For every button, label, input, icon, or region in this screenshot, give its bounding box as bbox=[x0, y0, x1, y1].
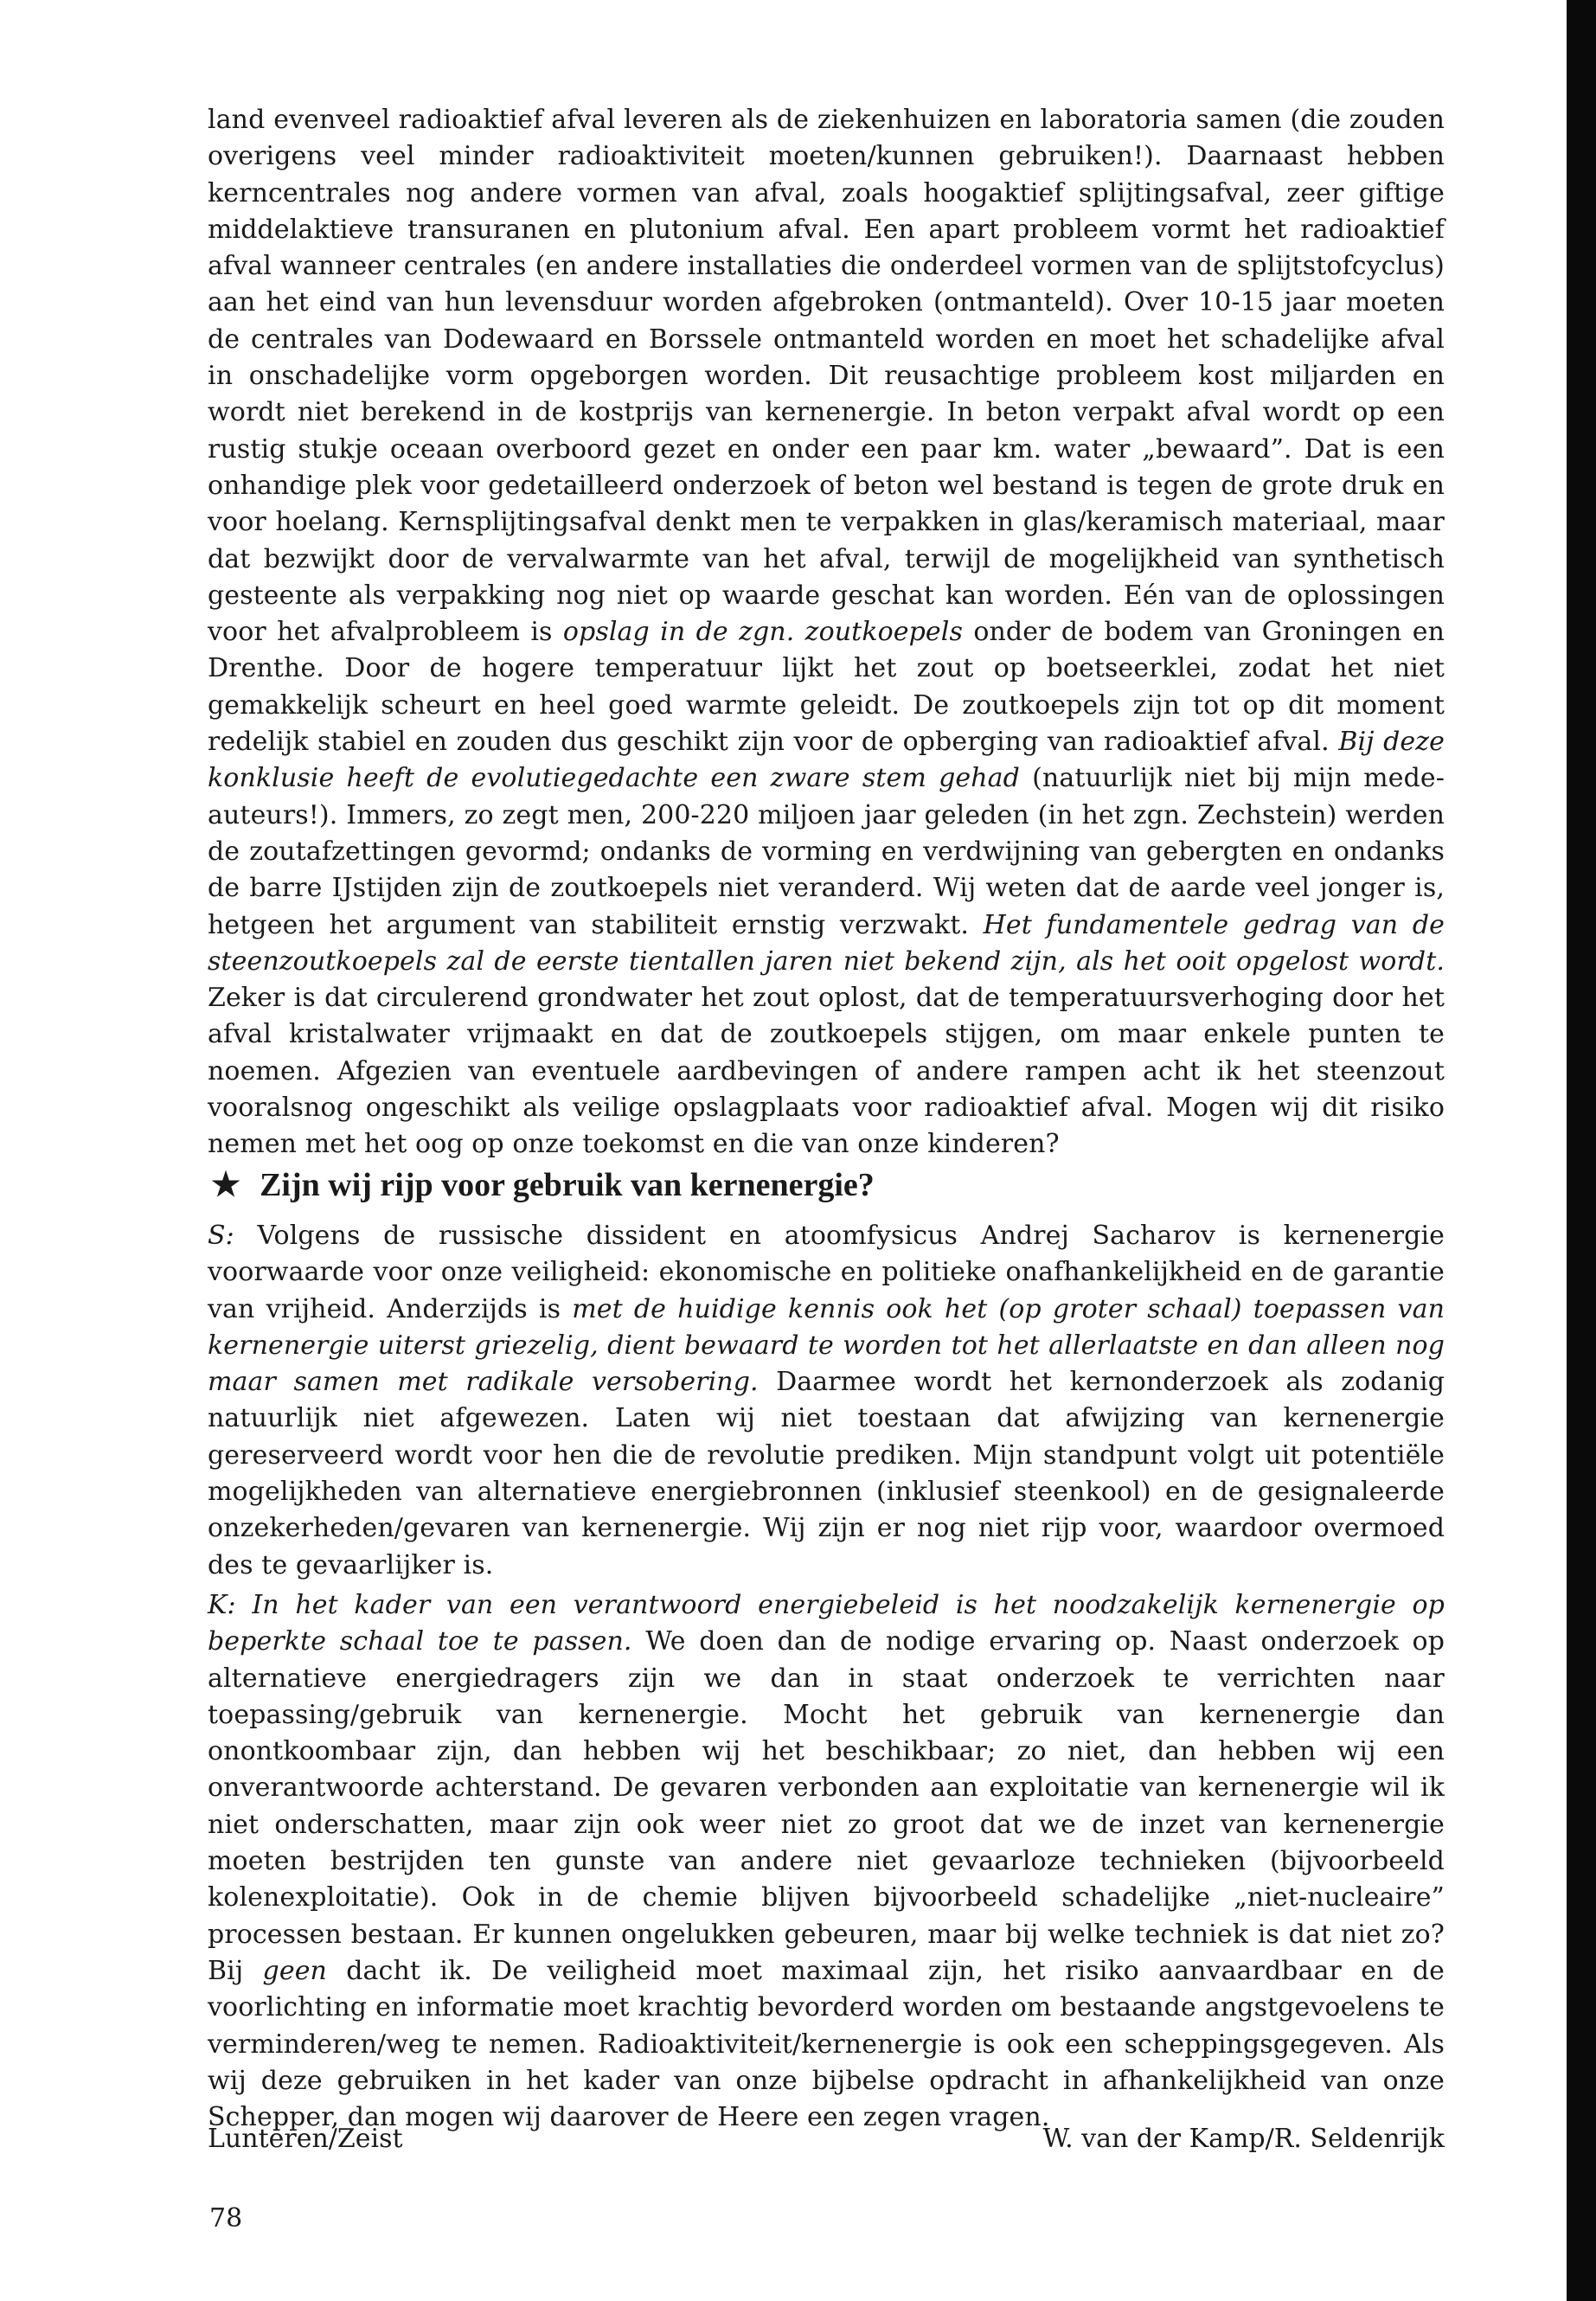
paragraph-1-text-2: onder de bodem van Groningen en Drenthe. Door de hogere temperatuur lijkt het zout op boetseerklei, zodat het niet gemakkelijk scheurt en heel goed warmte geleidt. De zoutkoepels zijn tot op dit moment redelijk stabiel en zouden dus geschikt zijn voor de opberging van radioaktief afval. bbox=[208, 617, 1445, 758]
signature-row bbox=[208, 2121, 1445, 2157]
paragraph-1-text-4: Zeker is dat circulerend grondwater het zout oplost, dat de temperatuursverhoging door het afval kristalwater vrijmaakt en dat de zoutkoepels stijgen, om maar enkele punten te noemen. Afgezien van eventuele aardbevingen of andere rampen acht ik het steenzout vooralsnog ongeschikt als veilige opslagplaats voor radioaktief afval. Mogen wij dit risiko nemen met het oog op onze toekomst en die van onze kinderen? bbox=[208, 983, 1445, 1160]
paragraph-s-text-2: Daarmee wordt het kernonderzoek als zodanig natuurlijk niet afgewezen. Laten wij niet toestaan dat afwijzing van kernenergie gereserveerd wordt voor hen die de revolutie prediken. Mijn standpunt volgt uit potentiële mogelijkheden van alternatieve energiebronnen (inklusief steenkool) en de gesignaleerde onzekerheden/gevaren van kernenergie. Wij zijn er nog niet rijp voor, waardoor overmoed des te gevaarlijker is. bbox=[208, 1367, 1445, 1580]
paragraph-radioactive-waste bbox=[208, 102, 1445, 1160]
speaker-label-s: S: bbox=[208, 1221, 234, 1251]
emphasis-current-knowledge: met de huidige kennis ook het (op groter schaal) toepassen van kernenergie uiterst griezelig, dient bewaard te worden tot het allerlaatste en dan alleen nog maar samen met radikale versobering. bbox=[208, 1293, 1445, 1398]
section-heading-text: Zijn wij rijp voor gebruik van kernenergie? bbox=[260, 1167, 875, 1203]
scan-edge-bar bbox=[1567, 0, 1596, 2301]
paragraph-k-text-2: dacht ik. De veiligheid moet maximaal zijn, het risiko aanvaardbaar en de voorlichting en informatie moet krachtig bevorderd worden om bestaande angstgevoelens te verminderen/weg te nemen. Radioaktiviteit/kernenergie is ook een scheppingsgegeven. Als wij deze gebruiken in het kader van onze bijbelse opdracht in afhankelijkheid van onze Schepper, dan mogen wij daarover de Heere een zegen vragen. bbox=[208, 1955, 1445, 2133]
emphasis-evolution: Bij deze konklusie heeft de evolutiegedachte een zware stem gehad bbox=[208, 727, 1445, 794]
place-names: Lunteren/Zeist bbox=[208, 2124, 403, 2154]
author-names: W. van der Kamp/R. Seldenrijk bbox=[1042, 2124, 1445, 2154]
paragraph-1-text-3: (natuurlijk niet bij mijn mede-auteurs!). Immers, zo zegt men, 200-220 miljoen jaar geleden (in het zgn. Zechstein) werden de zoutafzettingen gevormd; ondanks de vorming en verdwijning van gebergten en ondanks de barre IJstijden zijn de zoutkoepels niet veranderd. Wij weten dat de aarde veel jonger is, hetgeen het argument van stabiliteit ernstig verzwakt. bbox=[208, 763, 1445, 940]
emphasis-responsible-policy: In het kader van een verantwoord energiebeleid is het noodzakelijk kernenergie op beperkte schaal toe te passen. bbox=[208, 1590, 1445, 1657]
speaker-label-k: K: bbox=[208, 1590, 236, 1620]
emphasis-fundamental-behaviour: Het fundamentele gedrag van de steenzoutkoepels zal de eerste tientallen jaren niet bekend zijn, als het ooit opgelost wordt. bbox=[208, 909, 1445, 977]
emphasis-salt-domes: opslag in de zgn. zoutkoepels bbox=[562, 617, 963, 648]
page-number: 78 bbox=[209, 2203, 243, 2234]
paragraph-s-text: Volgens de russische dissident en atoomfysicus Andrej Sacharov is kernenergie voorwaarde voor onze veiligheid: ekonomische en politieke onafhankelijkheid en de garantie van vrijheid. Anderzijds is bbox=[208, 1221, 1445, 1324]
paragraph-k-text: We doen dan de nodige ervaring op. Naast onderzoek op alternatieve energiedragers zijn we dan in staat onderzoek te verrichten naar toepassing/gebruik van kernenergie. Mocht het gebruik van kernenergie dan onontkoombaar zijn, dan hebben wij het beschikbaar; zo niet, dan hebben wij een onverantwoorde achterstand. De gevaren verbonden aan exploitatie van kernenergie wil ik niet onderschatten, maar zijn ook weer niet zo groot dat we de inzet van kernenergie moeten bestrijden ten gunste van andere niet gevaarloze technieken (bijvoorbeeld kolenexploitatie). Ook in de chemie blijven bijvoorbeeld schadelijke „niet-nucleaire” processen bestaan. Er kunnen ongelukken gebeuren, maar bij welke techniek is dat niet zo? Bij bbox=[208, 1626, 1445, 1986]
paragraph-speaker-s bbox=[208, 1218, 1445, 1584]
paragraph-1-text: land evenveel radioaktief afval leveren als de ziekenhuizen en laboratoria samen (die zouden overigens veel minder radioaktiviteit moeten/kunnen gebruiken!). Daarnaast hebben kerncentrales nog andere vormen van afval, zoals hoogaktief splijtingsafval, zeer giftige middelaktieve transuranen en plutonium afval. Een apart probleem vormt het radioaktief afval wanneer centrales (en andere installaties die onderdeel vormen van de splijtstofcyclus) aan het eind van hun levensduur worden afgebroken (ontmanteld). Over 10-15 jaar moeten de centrales van Dodewaard en Borssele ontmanteld worden en moet het schadelijke afval in onschadelijke vorm opgeborgen worden. Dit reusachtige probleem kost miljarden en wordt niet berekend in de kostprijs van kernenergie. In beton verpakt afval wordt op een rustig stukje oceaan overboord gezet en onder een paar km. water „bewaard”. Dat is een onhandige plek voor gedetailleerd onderzoek of beton wel bestand is tegen de grote druk en voor hoelang. Kernsplijtingsafval denkt men te verpakken in glas/keramisch materiaal, maar dat bezwijkt door de vervalwarmte van het afval, terwijl de mogelijkheid van synthetisch gesteente als verpakking nog niet op waarde geschat kan worden. Eén van de oplossingen voor het afvalprobleem is bbox=[208, 105, 1445, 648]
emphasis-none: geen bbox=[262, 1955, 327, 1986]
section-heading bbox=[211, 1164, 875, 1206]
star-icon: ★ bbox=[211, 1167, 241, 1203]
article-body bbox=[208, 102, 1445, 1160]
paragraph-speaker-k bbox=[208, 1587, 1445, 2136]
